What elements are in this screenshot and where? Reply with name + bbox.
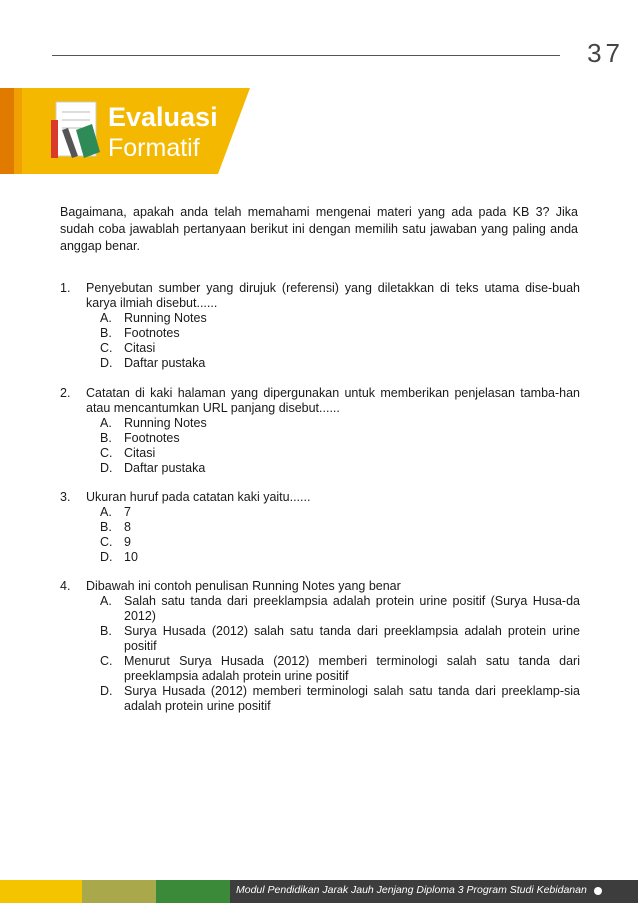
footer-segment	[0, 880, 82, 903]
answer-option: B. Footnotes	[100, 431, 180, 445]
question-text: Penyebutan sumber yang dirujuk (referensi) yang diletakkan di teks utama dise-buah karya ilmiah disebut......	[86, 281, 580, 310]
answer-option: B. Surya Husada (2012) salah satu tanda dari preeklampsia adalah protein urine positif	[100, 624, 580, 653]
answer-option: A. Running Notes	[100, 416, 207, 430]
top-rule	[52, 55, 560, 56]
question-number: 1.	[60, 281, 71, 295]
footer-segment	[82, 880, 156, 903]
notebook-pencil-icon	[48, 100, 102, 162]
question-text: Dibawah ini contoh penulisan Running Notes yang benar	[86, 579, 401, 593]
answer-option: D. Daftar pustaka	[100, 461, 206, 475]
intro-paragraph: Bagaimana, apakah anda telah memahami mengenai materi yang ada pada KB 3? Jika sudah coba jawablah pertanyaan berikut ini dengan memilih satu jawaban yang paling anda anggap benar.	[60, 205, 578, 253]
answer-option: D. Daftar pustaka	[100, 356, 206, 370]
answer-option: D. 10	[100, 550, 138, 564]
question-3	[60, 490, 580, 565]
question-2	[60, 386, 580, 476]
question-text: Ukuran huruf pada catatan kaki yaitu......	[86, 490, 311, 504]
answer-option: C. 9	[100, 535, 131, 549]
question-number: 3.	[60, 490, 71, 504]
banner-title-line1: Evaluasi	[108, 102, 218, 132]
question-4	[60, 579, 580, 714]
answer-option: C. Citasi	[100, 341, 156, 355]
footer-text: Modul Pendidikan Jarak Jauh Jenjang Diploma 3 Program Studi Kebidanan	[236, 884, 587, 896]
answer-option: A. Running Notes	[100, 311, 207, 325]
question-text: Catatan di kaki halaman yang dipergunakan untuk memberikan penjelasan tamba-han atau mencantumkan URL panjang disebut......	[86, 386, 580, 415]
answer-option: A. 7	[100, 505, 131, 519]
answer-option: B. 8	[100, 520, 131, 534]
question-1	[60, 281, 580, 371]
page-number: 37	[587, 38, 624, 68]
answer-option: C. Citasi	[100, 446, 156, 460]
answer-option: B. Footnotes	[100, 326, 180, 340]
banner-title-line2: Formatif	[108, 134, 200, 162]
answer-option: A. Salah satu tanda dari preeklampsia adalah protein urine positif (Surya Husa-da 2012)	[100, 594, 580, 623]
footer-dot	[594, 887, 602, 895]
answer-option: D. Surya Husada (2012) memberi terminologi salah satu tanda dari preeklamp-sia adalah protein urine positif	[100, 684, 580, 713]
answer-option: C. Menurut Surya Husada (2012) memberi terminologi salah satu tanda dari preeklampsia adalah protein urine positif	[100, 654, 580, 683]
question-number: 2.	[60, 386, 71, 400]
question-number: 4.	[60, 579, 71, 593]
footer-segment	[156, 880, 230, 903]
